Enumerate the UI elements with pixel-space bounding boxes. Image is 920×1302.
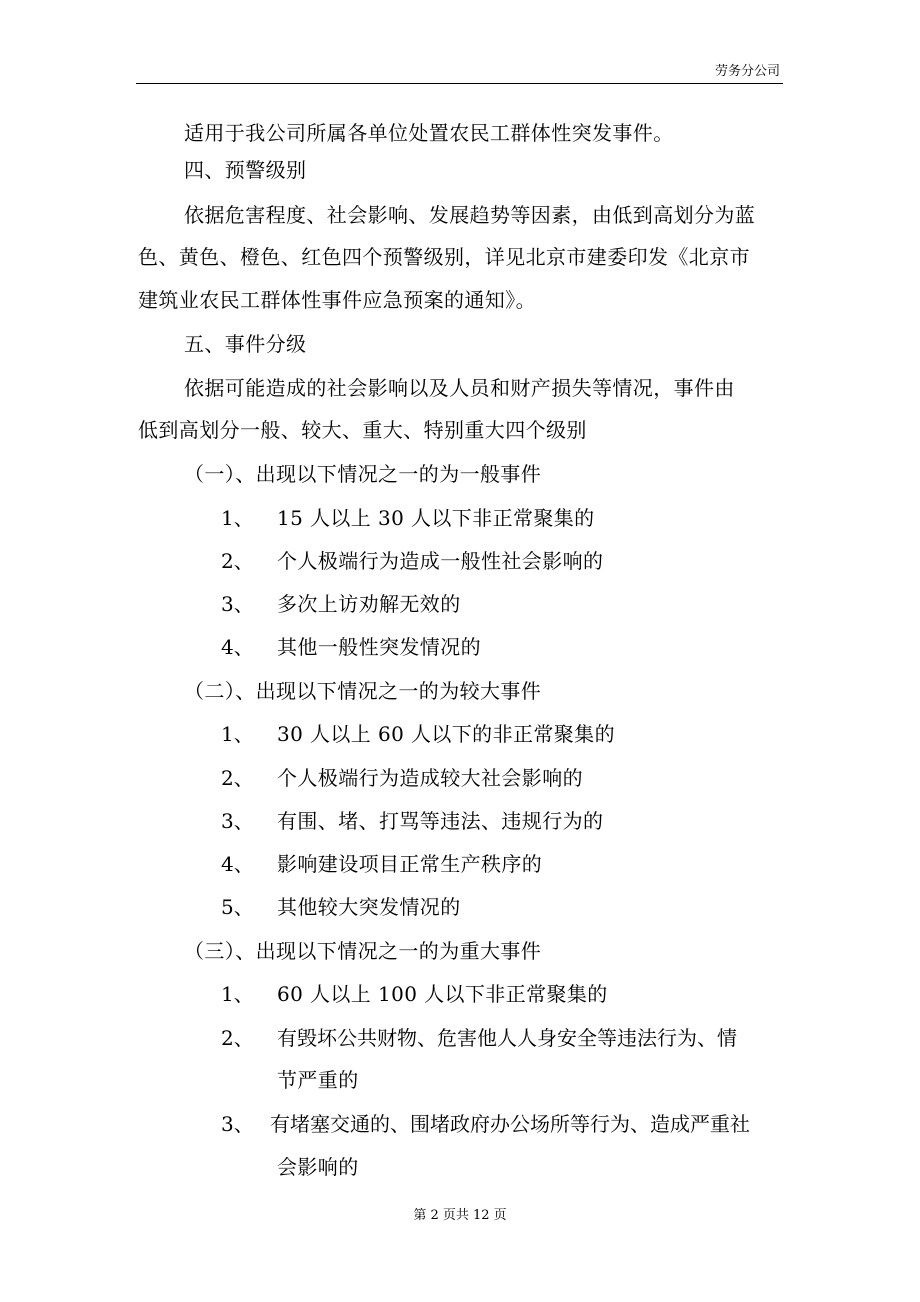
list-text: 多次上访劝解无效的	[277, 592, 461, 616]
list-text: 个人极端行为造成一般性社会影响的	[277, 549, 604, 573]
paragraph-warning-line-1: 依据危害程度、社会影响、发展趋势等因素，由低到高划分为蓝	[184, 203, 756, 227]
list-number: 2、	[221, 766, 254, 790]
list-number: 1、	[221, 982, 254, 1006]
subsection-title-general: （一）、出现以下情况之一的为一般事件	[184, 462, 542, 486]
paragraph-warning-line-2: 色、黄色、橙色、红色四个预警级别，详见北京市建委印发《北京市	[138, 245, 750, 269]
list-number: 2、	[221, 1026, 254, 1050]
header-company: 劳务分公司	[714, 64, 780, 79]
list-number: 3、	[221, 592, 254, 616]
list-text: 有围、堵、打骂等违法、违规行为的	[277, 809, 604, 833]
list-text: 有毁坏公共财物、危害他人人身安全等违法行为、情	[277, 1026, 737, 1050]
list-number: 4、	[221, 852, 254, 876]
subsection-title-severe: （三）、出现以下情况之一的为重大事件	[184, 939, 542, 963]
list-text: 其他较大突发情况的	[277, 895, 461, 919]
list-text-continued: 节严重的	[277, 1068, 359, 1092]
list-text: 有堵塞交通的、围堵政府办公场所等行为、造成严重社	[270, 1112, 750, 1136]
list-number: 1、	[221, 722, 254, 746]
paragraph-scope: 适用于我公司所属各单位处置农民工群体性突发事件。	[184, 121, 674, 145]
list-text: 15 人以上 30 人以下非正常聚集的	[277, 506, 595, 530]
paragraph-warning-line-3: 建筑业农民工群体性事件应急预案的通知》。	[138, 288, 536, 312]
list-text: 个人极端行为造成较大社会影响的	[277, 766, 583, 790]
paragraph-grading-line-2: 低到高划分一般、较大、重大、特别重大四个级别	[138, 418, 587, 442]
page-footer: 第 2 页共 12 页	[413, 1208, 507, 1223]
subsection-title-major: （二）、出现以下情况之一的为较大事件	[184, 679, 542, 703]
section-heading-event-grading: 五、事件分级	[184, 332, 307, 356]
list-text: 其他一般性突发情况的	[277, 635, 481, 659]
list-number: 3、	[221, 1112, 254, 1136]
header-divider	[136, 83, 783, 84]
list-number: 3、	[221, 809, 254, 833]
paragraph-grading-line-1: 依据可能造成的社会影响以及人员和财产损失等情况，事件由	[184, 376, 735, 400]
list-text: 影响建设项目正常生产秩序的	[277, 852, 543, 876]
list-number: 1、	[221, 506, 254, 530]
list-number: 2、	[221, 549, 254, 573]
section-heading-warning-levels: 四、预警级别	[184, 158, 307, 182]
list-text-continued: 会影响的	[277, 1155, 359, 1179]
list-text: 60 人以上 100 人以下非正常聚集的	[277, 982, 608, 1006]
list-text: 30 人以上 60 人以下的非正常聚集的	[277, 722, 615, 746]
list-number: 5、	[221, 895, 254, 919]
list-number: 4、	[221, 635, 254, 659]
